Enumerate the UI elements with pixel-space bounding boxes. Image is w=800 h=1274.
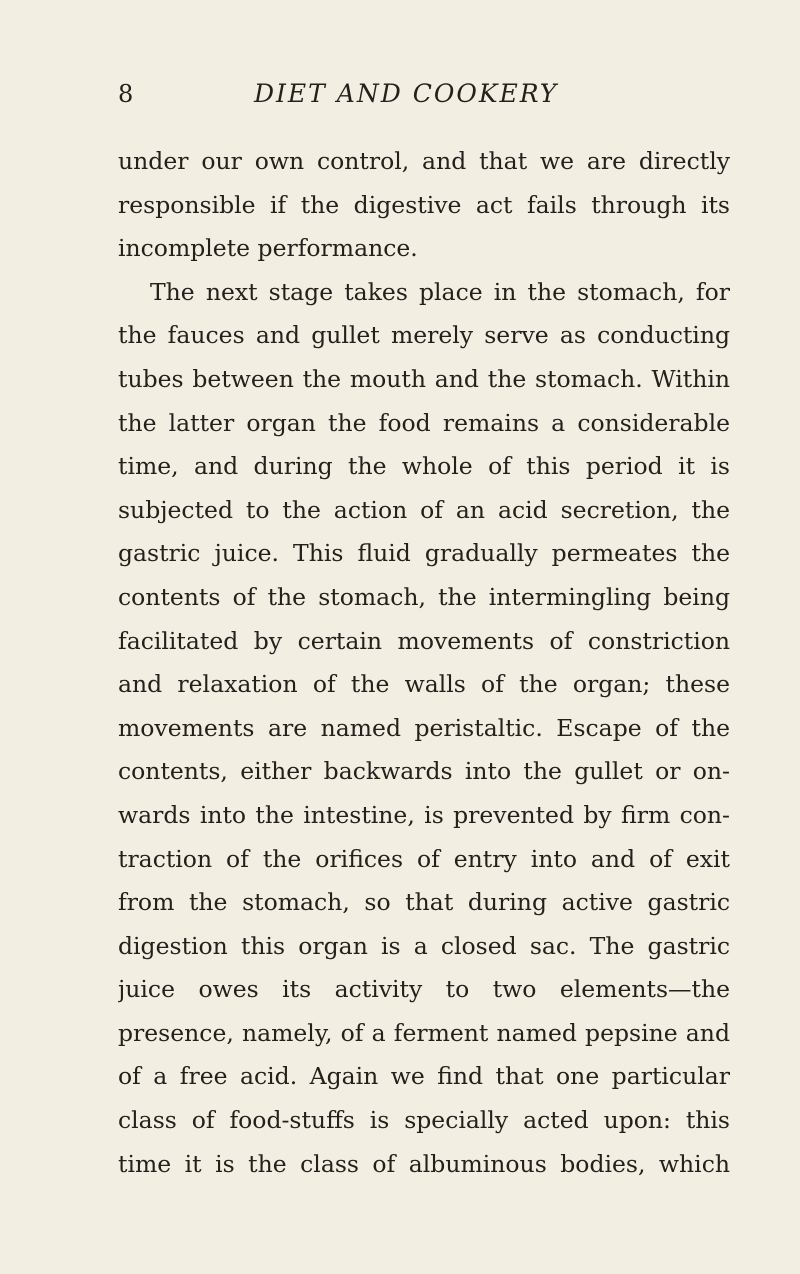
text-line: The next stage takes place in the stomach, for xyxy=(150,277,730,306)
text-line: subjected to the action of an acid secretion, the xyxy=(118,495,730,524)
text-line: movements are named peristaltic. Escape of the xyxy=(118,713,730,742)
text-line: from the stomach, so that during active gastric xyxy=(118,888,730,917)
text-line: digestion this organ is a closed sac. The gastric xyxy=(118,931,730,960)
text-line: and relaxation of the walls of the organ; these xyxy=(118,670,730,699)
text-line: under our own control, and that we are directly xyxy=(118,147,730,175)
text-line: contents of the stomach, the intermingling being xyxy=(118,582,730,611)
page-number: 8 xyxy=(118,80,134,108)
text-line: facilitated by certain movements of constriction xyxy=(118,626,730,655)
text-line: juice owes its activity to two elements—the xyxy=(118,975,730,1004)
text-line: traction of the orifices of entry into and of exit xyxy=(118,844,730,873)
text-line: time, and during the whole of this period it is xyxy=(118,452,730,481)
text-line: the fauces and gullet merely serve as conducting xyxy=(118,321,730,350)
running-title: DIET AND COOKERY xyxy=(254,79,559,108)
text-line: time it is the class of albuminous bodies, which xyxy=(118,1149,730,1178)
body-text xyxy=(118,140,730,1186)
text-line: tubes between the mouth and the stomach. Within xyxy=(118,364,730,393)
text-line: responsible if the digestive act fails through its xyxy=(118,190,730,219)
text-line: contents, either backwards into the gullet or on- xyxy=(118,757,730,786)
text-line: presence, namely, of a ferment named pepsine and xyxy=(118,1018,730,1047)
text-line: of a free acid. Again we find that one particular xyxy=(118,1062,730,1091)
text-line: the latter organ the food remains a considerable xyxy=(118,408,730,437)
text-line: class of food-stuffs is specially acted upon: this xyxy=(118,1106,730,1135)
text-line: wards into the intestine, is prevented by firm con- xyxy=(118,800,730,829)
text-line: gastric juice. This fluid gradually permeates the xyxy=(118,539,730,568)
text-line: incomplete performance. xyxy=(118,234,418,263)
